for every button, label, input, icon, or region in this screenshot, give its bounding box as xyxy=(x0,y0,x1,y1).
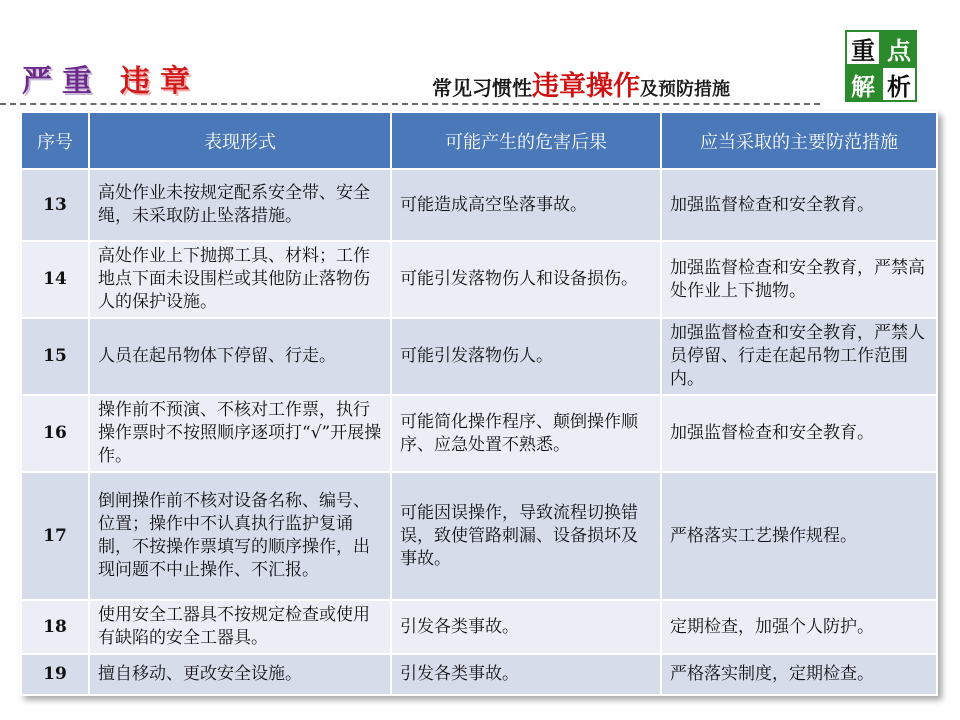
cell-measure: 严格落实工艺操作规程。 xyxy=(661,472,937,600)
column-header-measure: 应当采取的主要防范措施 xyxy=(661,112,937,169)
violations-table xyxy=(20,111,938,696)
badge-char: 点 xyxy=(881,30,917,66)
cell-harm: 引发各类事故。 xyxy=(391,600,661,654)
cell-harm: 可能引发落物伤人和设备损伤。 xyxy=(391,241,661,318)
cell-no: 19 xyxy=(21,654,89,695)
section-title-part-2: 违 章 xyxy=(120,64,190,99)
cell-harm: 可能因误操作，导致流程切换错误，致使管路刺漏、设备损坏及事故。 xyxy=(391,472,661,600)
badge-char: 析 xyxy=(881,66,917,102)
cell-form: 高处作业未按规定配系安全带、安全绳，未采取防止坠落措施。 xyxy=(89,169,391,241)
section-title-part-1: 严 重 xyxy=(22,64,92,99)
cell-no: 14 xyxy=(21,241,89,318)
cell-no: 18 xyxy=(21,600,89,654)
cell-form: 操作前不预演、不核对工作票，执行操作票时不按照顺序逐项打“√”开展操作。 xyxy=(89,395,391,472)
subtitle-prefix: 常见习惯性 xyxy=(432,76,532,100)
cell-harm: 可能造成高空坠落事故。 xyxy=(391,169,661,241)
cell-measure: 加强监督检查和安全教育，严禁人员停留、行走在起吊物工作范围内。 xyxy=(661,318,937,395)
table-header-row xyxy=(21,112,937,169)
cell-no: 15 xyxy=(21,318,89,395)
cell-measure: 定期检查，加强个人防护。 xyxy=(661,600,937,654)
table-row xyxy=(21,395,937,472)
table-row xyxy=(21,472,937,600)
cell-form: 人员在起吊物体下停留、行走。 xyxy=(89,318,391,395)
table-row xyxy=(21,600,937,654)
table-row xyxy=(21,241,937,318)
cell-form: 使用安全工器具不按规定检查或使用有缺陷的安全工器具。 xyxy=(89,600,391,654)
subtitle-highlight: 违章操作 xyxy=(532,71,640,102)
column-header-form: 表现形式 xyxy=(89,112,391,169)
cell-harm: 可能引发落物伤人。 xyxy=(391,318,661,395)
cell-harm: 可能简化操作程序、颠倒操作顺序、应急处置不熟悉。 xyxy=(391,395,661,472)
cell-measure: 加强监督检查和安全教育。 xyxy=(661,395,937,472)
cell-measure: 严格落实制度，定期检查。 xyxy=(661,654,937,695)
cell-no: 16 xyxy=(21,395,89,472)
cell-form: 倒闸操作前不核对设备名称、编号、位置；操作中不认真执行监护复诵制，不按操作票填写的顺序操作，出现问题不中止操作、不汇报。 xyxy=(89,472,391,600)
cell-form: 擅自移动、更改安全设施。 xyxy=(89,654,391,695)
badge-char: 重 xyxy=(845,30,881,66)
badge-char: 解 xyxy=(845,66,881,102)
column-header-harm: 可能产生的危害后果 xyxy=(391,112,661,169)
cell-measure: 加强监督检查和安全教育，严禁高处作业上下抛物。 xyxy=(661,241,937,318)
section-title xyxy=(22,56,200,100)
key-analysis-badge xyxy=(845,30,917,102)
cell-measure: 加强监督检查和安全教育。 xyxy=(661,169,937,241)
column-header-no: 序号 xyxy=(21,112,89,169)
cell-harm: 引发各类事故。 xyxy=(391,654,661,695)
slide-subtitle xyxy=(432,64,730,103)
subtitle-suffix: 及预防措施 xyxy=(640,79,730,100)
cell-form: 高处作业上下抛掷工具、材料；工作地点下面未设围栏或其他防止落物伤人的保护设施。 xyxy=(89,241,391,318)
header-divider xyxy=(0,103,820,105)
table-row xyxy=(21,318,937,395)
table-row xyxy=(21,654,937,695)
table-row xyxy=(21,169,937,241)
cell-no: 17 xyxy=(21,472,89,600)
cell-no: 13 xyxy=(21,169,89,241)
